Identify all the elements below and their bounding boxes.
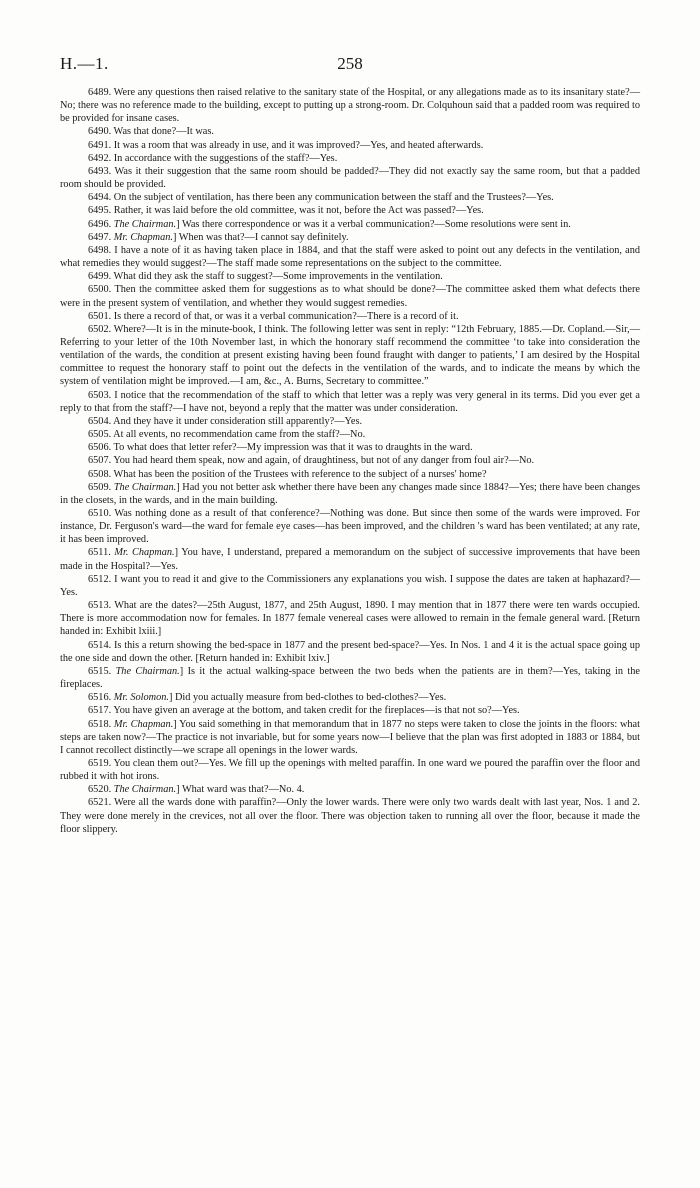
testimony-paragraph [60, 139, 640, 152]
paragraph-text: 6508. What has been the position of the Trustees with reference to the subject of a nurses' home? [88, 468, 487, 480]
paragraph-text: 6489. Were any questions then raised relative to the sanitary state of the Hospital, or any allegations made as to its insanitary state?—No; there was no reference made to the building, except to putting up a strong-room. Dr. Colquhoun said that a padded room was required to be provided for insane cases. [60, 87, 640, 125]
testimony-paragraph [60, 152, 640, 165]
testimony-paragraph [60, 718, 640, 757]
paragraph-text: 6512. I want you to read it and give to the Commissioners any explanations you wish. I suppose the dates are taken at haphazard?—Yes. [60, 573, 640, 598]
testimony-paragraph [60, 323, 640, 389]
testimony-paragraph [60, 231, 640, 244]
testimony-paragraph [60, 796, 640, 835]
speaker-name: Mr. Solomon. [113, 692, 169, 704]
paragraph-text: ] Is it the actual walking-space between the two beds when the patients are in them?—Yes, taking in the fireplaces. [60, 665, 640, 691]
testimony-paragraph [60, 428, 640, 441]
paragraph-text: 6505. At all events, no recommendation came from the staff?—No. [88, 429, 366, 441]
speaker-name: The Chairman. [113, 481, 177, 493]
paragraph-text: 6510. Was nothing done as a result of that conference?—Nothing was done. But since then some of the wards were improved. For instance, Dr. Ferguson's ward—the ward for female eye cases—has been improved, and the children 's ward has been ventilated; at any rate, it has been improved. [60, 508, 640, 546]
testimony-paragraph [60, 704, 640, 717]
paragraph-text: 6514. Is this a return showing the bed-space in 1877 and the present bed-space?—Yes. In Nos. 1 and 4 it is the actual space going up the one side and down the other. [Return handed in: Exhibit lxiv.] [60, 639, 640, 664]
paragraph-text: 6507. You had heard them speak, now and again, of draughtiness, but not of any danger from foul air?—No. [88, 455, 535, 467]
testimony-paragraph [60, 639, 640, 665]
paragraph-text: 6494. On the subject of ventilation, has there been any communication between the staff and the Trustees?—Yes. [88, 192, 554, 204]
testimony-paragraph [60, 389, 640, 415]
testimony-paragraph [60, 481, 640, 507]
paragraph-text: ] What ward was that?—No. 4. [176, 784, 305, 796]
paragraph-text: 6491. It was a room that was already in use, and it was improved?—Yes, and heated afterwards. [88, 139, 484, 151]
speaker-name: The Chairman. [113, 784, 177, 796]
testimony-paragraph [60, 191, 640, 204]
paragraph-text: ] Had you not better ask whether there have been any changes made since 1884?—Yes; there have been changes in the closets, in the wards, and in the main building. [60, 481, 640, 506]
paragraph-text: 6516. [88, 692, 114, 704]
paragraph-text: 6496. [88, 218, 114, 230]
paragraph-text: ] When was that?—I cannot say definitely. [172, 231, 349, 243]
testimony-paragraph [60, 218, 640, 231]
paragraph-text: 6492. In accordance with the suggestions of the staff?—Yes. [88, 152, 338, 164]
testimony-paragraph [60, 783, 640, 796]
testimony-paragraph [60, 310, 640, 323]
testimony-paragraph [60, 454, 640, 467]
speaker-name: Mr. Chapman. [113, 231, 173, 243]
paragraph-text: ] Was there correspondence or was it a verbal communication?—Some resolutions were sent in. [176, 218, 571, 230]
testimony-paragraph [60, 757, 640, 783]
testimony-paragraph [60, 441, 640, 454]
paragraph-text: 6517. You have given an average at the bottom, and taken credit for the fireplaces—is that not so?—Yes. [88, 705, 520, 717]
testimony-paragraph [60, 244, 640, 270]
testimony-paragraph [60, 507, 640, 546]
testimony-paragraph [60, 665, 640, 691]
testimony-paragraph [60, 415, 640, 428]
paragraph-text: 6521. Were all the wards done with paraffin?—Only the lower wards. There were only two wards dealt with last year, Nos. 1 and 2. They were done merely in the crevices, not all over the floor. There was objection taken to running all over the floor, because it made the floor slippery. [60, 797, 640, 835]
speaker-name: The Chairman. [115, 665, 180, 677]
paragraph-text: 6513. What are the dates?—25th August, 1877, and 25th August, 1890. I may mention that in 1877 there were ten wards occupied. There is more accommodation now for females. In 1877 female venereal cases were allowed to remain in the female general ward. [Return handed in: Exhibit lxiii.] [60, 600, 640, 638]
paragraph-text: 6511. [88, 547, 115, 559]
paragraph-text: 6519. You clean them out?—Yes. We fill up the openings with melted paraffin. In one ward we poured the paraffin over the floor and rubbed it with hot irons. [60, 757, 640, 783]
paragraph-text: 6502. Where?—It is in the minute-book, I think. The following letter was sent in reply: “12th February, 1885.—Dr. Copland.—Sir,—Referring to your letter of the 10th November last, in which the honorary staff recommend the committee ‘to take into consideration the ventilation of the wards, the condition at present existing having been found fraught with danger to patients,’ I am desired by the Hospital committee to request the honorary staff to point out the defects in the ventilation of the wards, and to indicate the means by which the system of ventilation might be improved.—I am, &c., A. Burns, Secretary to committee.” [60, 323, 640, 388]
paragraph-text: 6497. [88, 231, 114, 243]
paragraph-text: 6509. [88, 481, 114, 493]
paragraph-text: 6520. [88, 784, 114, 796]
document-id: H.—1. [60, 54, 109, 73]
testimony-paragraph [60, 204, 640, 217]
testimony-paragraph [60, 283, 640, 309]
testimony-paragraph [60, 86, 640, 125]
paragraph-text: 6490. Was that done?—It was. [88, 126, 214, 138]
paragraph-text: 6493. Was it their suggestion that the same room should be padded?—They did not exactly say the same room, but that a padded room should be provided. [60, 165, 640, 191]
paragraph-text: 6503. I notice that the recommendation of the staff to which that letter was a reply was very general in its terms. Did you ever get a reply to that from the staff?—I have not, beyond a reply that the matter was under consideration. [60, 389, 640, 414]
speaker-name: Mr. Chapman. [114, 547, 175, 559]
paragraph-text: 6499. What did they ask the staff to suggest?—Some improvements in the ventilation. [88, 271, 443, 283]
paragraph-text: 6506. To what does that letter refer?—My impression was that it was to draughts in the ward. [88, 442, 473, 454]
paragraph-text: ] You have, I understand, prepared a memorandum on the subject of successive improvements that have been made in the Hospital?—Yes. [60, 547, 640, 572]
paragraph-text: 6500. Then the committee asked them for suggestions as to what should be done?—The committee asked them what defects there were in the present system of ventilation, and whether they would suggest remedies. [60, 284, 640, 309]
testimony-paragraph [60, 468, 640, 481]
testimony-paragraph [60, 691, 640, 704]
paragraph-text: 6495. Rather, it was laid before the old committee, was it not, before the Act was passed?—Yes. [88, 205, 484, 217]
paragraph-text: 6515. [88, 665, 116, 677]
testimony-paragraph [60, 165, 640, 191]
speaker-name: The Chairman. [113, 218, 177, 230]
paragraph-text: 6501. Is there a record of that, or was it a verbal communication?—There is a record of it. [88, 310, 459, 322]
testimony-paragraph [60, 125, 640, 138]
testimony-paragraph [60, 573, 640, 599]
body-text [60, 86, 640, 836]
speaker-name: Mr. Chapman. [113, 718, 174, 730]
paragraph-text: ] You said something in that memorandum that in 1877 no steps were taken to close the joints in the floors: what steps are taken now?—The practice is not invariable, but for some years now—I believe that the plan was first adopted in 1883 or 1884, but I cannot recollect distinctly—we scrape all openings in the lower wards. [60, 718, 640, 756]
page-header [60, 54, 640, 78]
paragraph-text: 6504. And they have it under consideration still apparently?—Yes. [88, 415, 363, 427]
page-number: 258 [337, 54, 363, 73]
paragraph-text: 6498. I have a note of it as having taken place in 1884, and that the staff were asked to point out any defects in the ventilation, and what remedies they would suggest?—The staff made some representations on the subject to the committee. [60, 244, 640, 270]
testimony-paragraph [60, 546, 640, 572]
paragraph-text: ] Did you actually measure from bed-clothes to bed-clothes?—Yes. [168, 692, 447, 704]
testimony-paragraph [60, 599, 640, 638]
testimony-paragraph [60, 270, 640, 283]
paragraph-text: 6518. [88, 718, 114, 730]
